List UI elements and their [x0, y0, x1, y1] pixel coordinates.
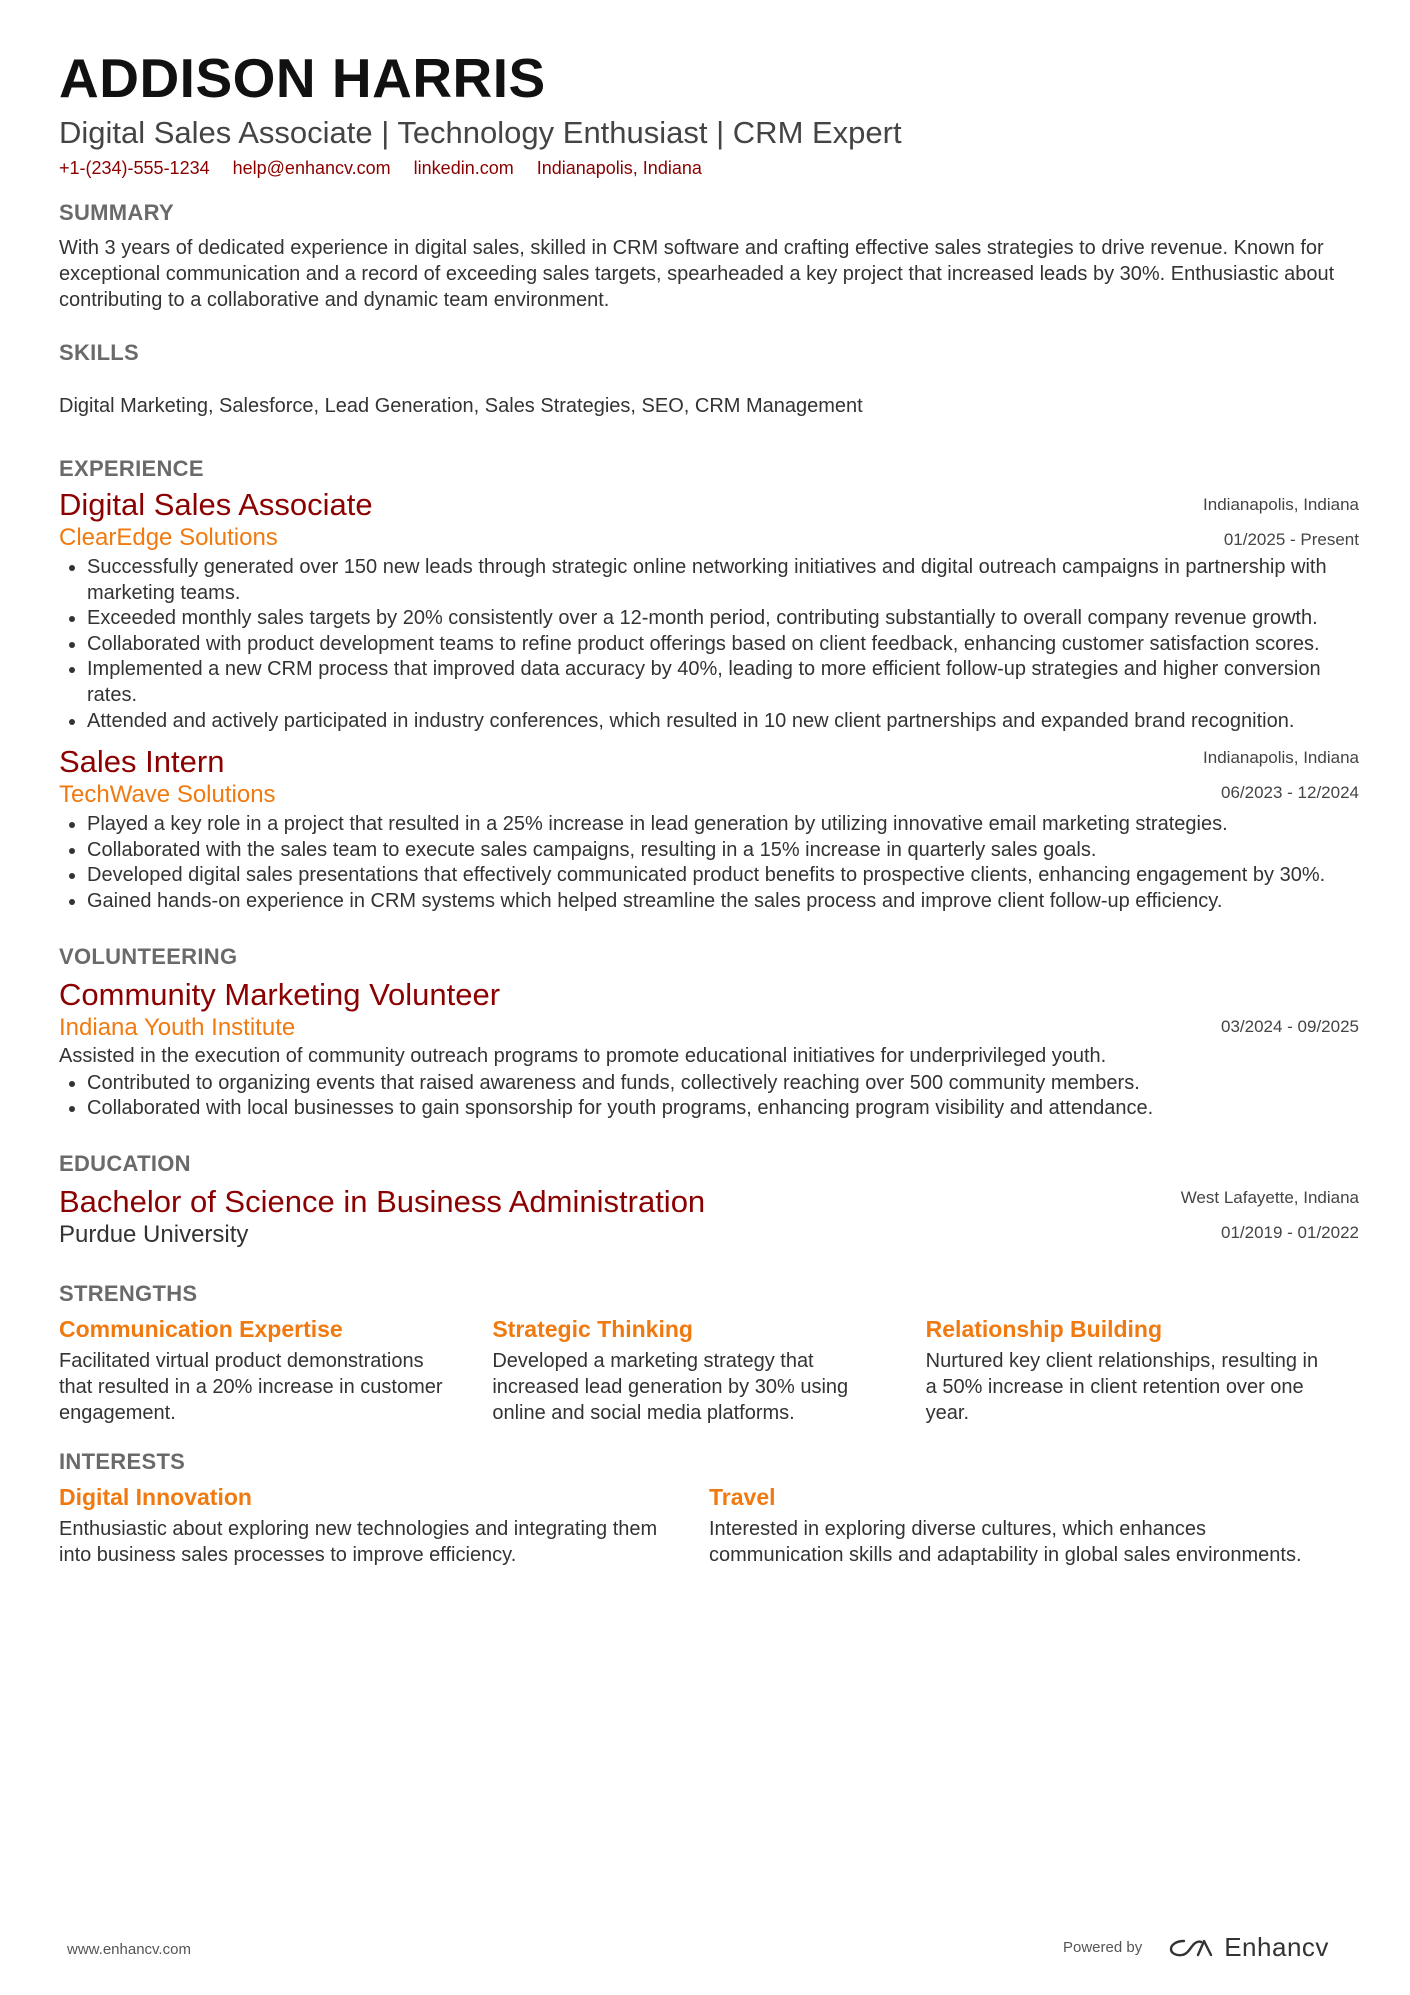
list-item: • Successfully generated over 150 new leads through strategic online networking initiatives and digital outreach campaigns in partnership with marketing teams.	[87, 555, 1359, 606]
interests-grid	[59, 1482, 1359, 1568]
strengths-heading: STRENGTHS	[59, 1280, 198, 1306]
candidate-tagline: Digital Sales Associate | Technology Enthusiast | CRM Expert	[59, 115, 902, 150]
summary-heading: SUMMARY	[59, 200, 174, 225]
candidate-name: ADDISON HARRIS	[59, 47, 546, 109]
interest-item	[709, 1482, 1323, 1568]
education-school: Purdue University	[59, 1220, 249, 1248]
job-bullets	[59, 555, 1359, 734]
volunteer-role: Community Marketing Volunteer	[59, 976, 501, 1012]
education-degree: Bachelor of Science in Business Administration	[59, 1183, 706, 1219]
contact-location: Indianapolis, Indiana	[536, 158, 702, 178]
job-company: TechWave Solutions	[59, 781, 276, 809]
interest-item	[59, 1482, 673, 1568]
education-dates: 01/2019 - 01/2022	[1220, 1222, 1359, 1242]
volunteer-bullets	[59, 1071, 1359, 1122]
interest-title: Travel	[709, 1483, 776, 1510]
volunteer-org: Indiana Youth Institute	[59, 1013, 296, 1041]
education-heading: EDUCATION	[59, 1150, 191, 1176]
volunteer-description: Assisted in the execution of community outreach programs to promote educational initiatives for underprivileged youth.	[59, 1044, 1107, 1067]
strength-title: Communication Expertise	[59, 1315, 343, 1342]
strength-title: Relationship Building	[925, 1315, 1163, 1342]
contact-linkedin[interactable]: linkedin.com	[413, 158, 514, 178]
interest-title: Digital Innovation	[59, 1483, 252, 1510]
job-location: Indianapolis, Indiana	[1203, 748, 1359, 768]
footer-website[interactable]: www.enhancv.com	[67, 1941, 191, 1958]
job-entry-2	[59, 744, 1359, 914]
education-entry	[59, 1184, 1359, 1250]
list-item: • Collaborated with product development teams to refine product offerings based on client feedback, enhancing customer satisfaction scores.	[87, 632, 1359, 658]
strength-item	[926, 1314, 1325, 1426]
education-location: West Lafayette, Indiana	[1180, 1187, 1359, 1207]
list-item: • Played a key role in a project that resulted in a 25% increase in lead generation by utilizing innovative email marketing strategies.	[87, 812, 1359, 838]
skills-heading: SKILLS	[59, 340, 140, 365]
strength-item	[59, 1314, 458, 1426]
job-bullets	[59, 812, 1359, 914]
contact-row	[59, 156, 1359, 180]
strength-text: Nurtured key client relationships, resulting in a 50% increase in client retention over one year.	[925, 1349, 1319, 1424]
job-entry-1	[59, 487, 1359, 734]
volunteering-heading: VOLUNTEERING	[59, 943, 238, 969]
list-item: • Gained hands-on experience in CRM systems which helped streamline the sales process and improve client follow-up efficiency.	[87, 889, 1359, 915]
job-dates: 06/2023 - 12/2024	[1220, 783, 1359, 803]
brand-name: Enhancv	[1224, 1932, 1329, 1962]
job-title: Sales Intern	[59, 744, 225, 780]
list-item: • Implemented a new CRM process that improved data accuracy by 40%, leading to more efficient follow-up strategies and higher conversion rates.	[87, 657, 1359, 708]
enhancv-logo-icon	[1168, 1936, 1214, 1960]
job-dates: 01/2025 - Present	[1223, 530, 1359, 549]
job-location: Indianapolis, Indiana	[1203, 495, 1359, 514]
resume-page	[59, 44, 1359, 1568]
volunteer-entry	[59, 977, 1359, 1122]
strength-text: Developed a marketing strategy that increased lead generation by 30% using online and social media platforms.	[492, 1349, 849, 1424]
interests-heading: INTERESTS	[59, 1448, 186, 1474]
job-title: Digital Sales Associate	[59, 487, 373, 522]
strengths-grid	[59, 1314, 1359, 1426]
volunteer-dates: 03/2024 - 09/2025	[1220, 1016, 1359, 1036]
list-item: • Contributed to organizing events that raised awareness and funds, collectively reaching over 500 community members.	[87, 1071, 1359, 1097]
summary-text: With 3 years of dedicated experience in digital sales, skilled in CRM software and crafting effective sales strategies to drive revenue. Known for exceptional communication and a record of exceeding sales targets, spearheaded a key project that increased leads by 30%. Enthusiastic about contributing to a collaborative and dynamic team environment.	[59, 237, 1335, 311]
strength-item	[492, 1314, 891, 1426]
list-item: • Collaborated with the sales team to execute sales campaigns, resulting in a 15% increase in quarterly sales goals.	[87, 838, 1359, 864]
list-item: • Developed digital sales presentations that effectively communicated product benefits to prospective clients, enhancing engagement by 30%.	[87, 863, 1359, 889]
contact-phone[interactable]: +1-(234)-555-1234	[59, 158, 210, 178]
footer-branding	[1063, 1932, 1329, 1963]
strength-text: Facilitated virtual product demonstrations that resulted in a 20% increase in customer engagement.	[59, 1349, 443, 1424]
list-item: • Attended and actively participated in industry conferences, which resulted in 10 new client partnerships and expanded brand recognition.	[87, 709, 1359, 735]
strength-title: Strategic Thinking	[492, 1315, 693, 1342]
experience-heading: EXPERIENCE	[59, 456, 204, 481]
list-item: • Collaborated with local businesses to gain sponsorship for youth programs, enhancing program visibility and attendance.	[87, 1096, 1359, 1122]
contact-email[interactable]: help@enhancv.com	[232, 158, 391, 178]
interest-text: Enthusiastic about exploring new technologies and integrating them into business sales processes to improve efficiency.	[59, 1517, 658, 1566]
interest-text: Interested in exploring diverse cultures, which enhances communication skills and adaptability in global sales environments.	[709, 1517, 1302, 1566]
powered-by-label: Powered by	[1063, 1939, 1143, 1956]
list-item: • Exceeded monthly sales targets by 20% consistently over a 12-month period, contributing substantially to overall company revenue growth.	[87, 606, 1359, 632]
skills-text: Digital Marketing, Salesforce, Lead Generation, Sales Strategies, SEO, CRM Management	[59, 395, 863, 417]
job-company: ClearEdge Solutions	[59, 524, 278, 551]
